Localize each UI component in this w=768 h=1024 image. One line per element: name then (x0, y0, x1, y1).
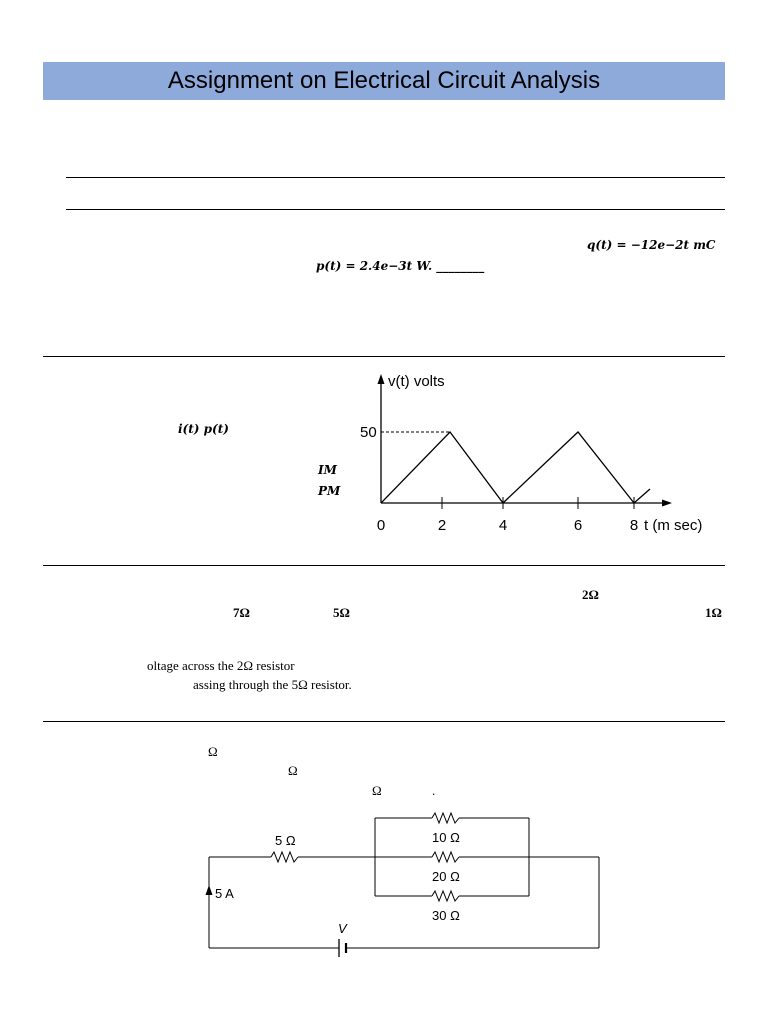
resistor-2ohm-label: 2Ω (582, 587, 599, 602)
resistor-30-label: 30 Ω (432, 908, 460, 923)
power-expression: p(t) = 2.4e−3t W. ________ (316, 259, 485, 273)
omega-fragment: Ω (208, 744, 218, 759)
page-title: Assignment on Electrical Circuit Analysis (167, 67, 601, 94)
max-power-label: PM (318, 484, 341, 498)
omega-fragment: Ω (372, 783, 382, 798)
resistor-7ohm-label: 7Ω (233, 605, 250, 620)
series-resistor-label: 5 Ω (275, 833, 296, 848)
divider (43, 356, 725, 357)
resistor-20-label: 20 Ω (432, 869, 460, 884)
resistor-1ohm-label: 1Ω (705, 605, 722, 620)
y-tick-label-50: 50 (360, 424, 377, 441)
current-source-label: 5 A (215, 886, 234, 901)
charge-expression: q(t) = −12e−2t mC (587, 238, 716, 252)
circuit-diagram (195, 805, 615, 965)
x-tick-label: 4 (498, 517, 508, 534)
x-axis-arrow-icon (662, 500, 672, 507)
y-axis-label: v(t) volts (388, 373, 445, 390)
resistor-5-ohm (271, 852, 298, 862)
divider (43, 565, 725, 566)
part-a-text: oltage across the 2Ω resistor (147, 658, 295, 673)
title-banner (43, 62, 725, 100)
current-arrow-icon (206, 885, 213, 895)
current-power-vars: i(t) p(t) (178, 422, 229, 436)
divider (43, 721, 725, 722)
resistor-10-ohm (432, 813, 459, 823)
sentence-period: . (432, 783, 436, 798)
max-current-label: IM (318, 463, 337, 477)
x-tick-label: 8 (629, 517, 639, 534)
voltage-waveform-graph (340, 366, 720, 546)
resistor-5ohm-label: 5Ω (333, 605, 350, 620)
x-tick-label: 6 (573, 517, 583, 534)
voltage-series-continuation (634, 489, 650, 503)
x-axis-label: t (m sec) (644, 517, 703, 534)
resistor-30-ohm (432, 891, 459, 901)
x-tick-label: 2 (437, 517, 447, 534)
divider (66, 177, 725, 178)
resistor-10-label: 10 Ω (432, 830, 460, 845)
part-b-text: assing through the 5Ω resistor. (193, 677, 352, 692)
voltage-series-line (381, 432, 634, 503)
x-tick-label: 0 (376, 517, 386, 534)
omega-fragment: Ω (288, 763, 298, 778)
divider (66, 209, 725, 210)
voltage-source-label: V (338, 921, 347, 936)
y-axis-arrow-icon (378, 374, 385, 384)
resistor-20-ohm (432, 852, 459, 862)
